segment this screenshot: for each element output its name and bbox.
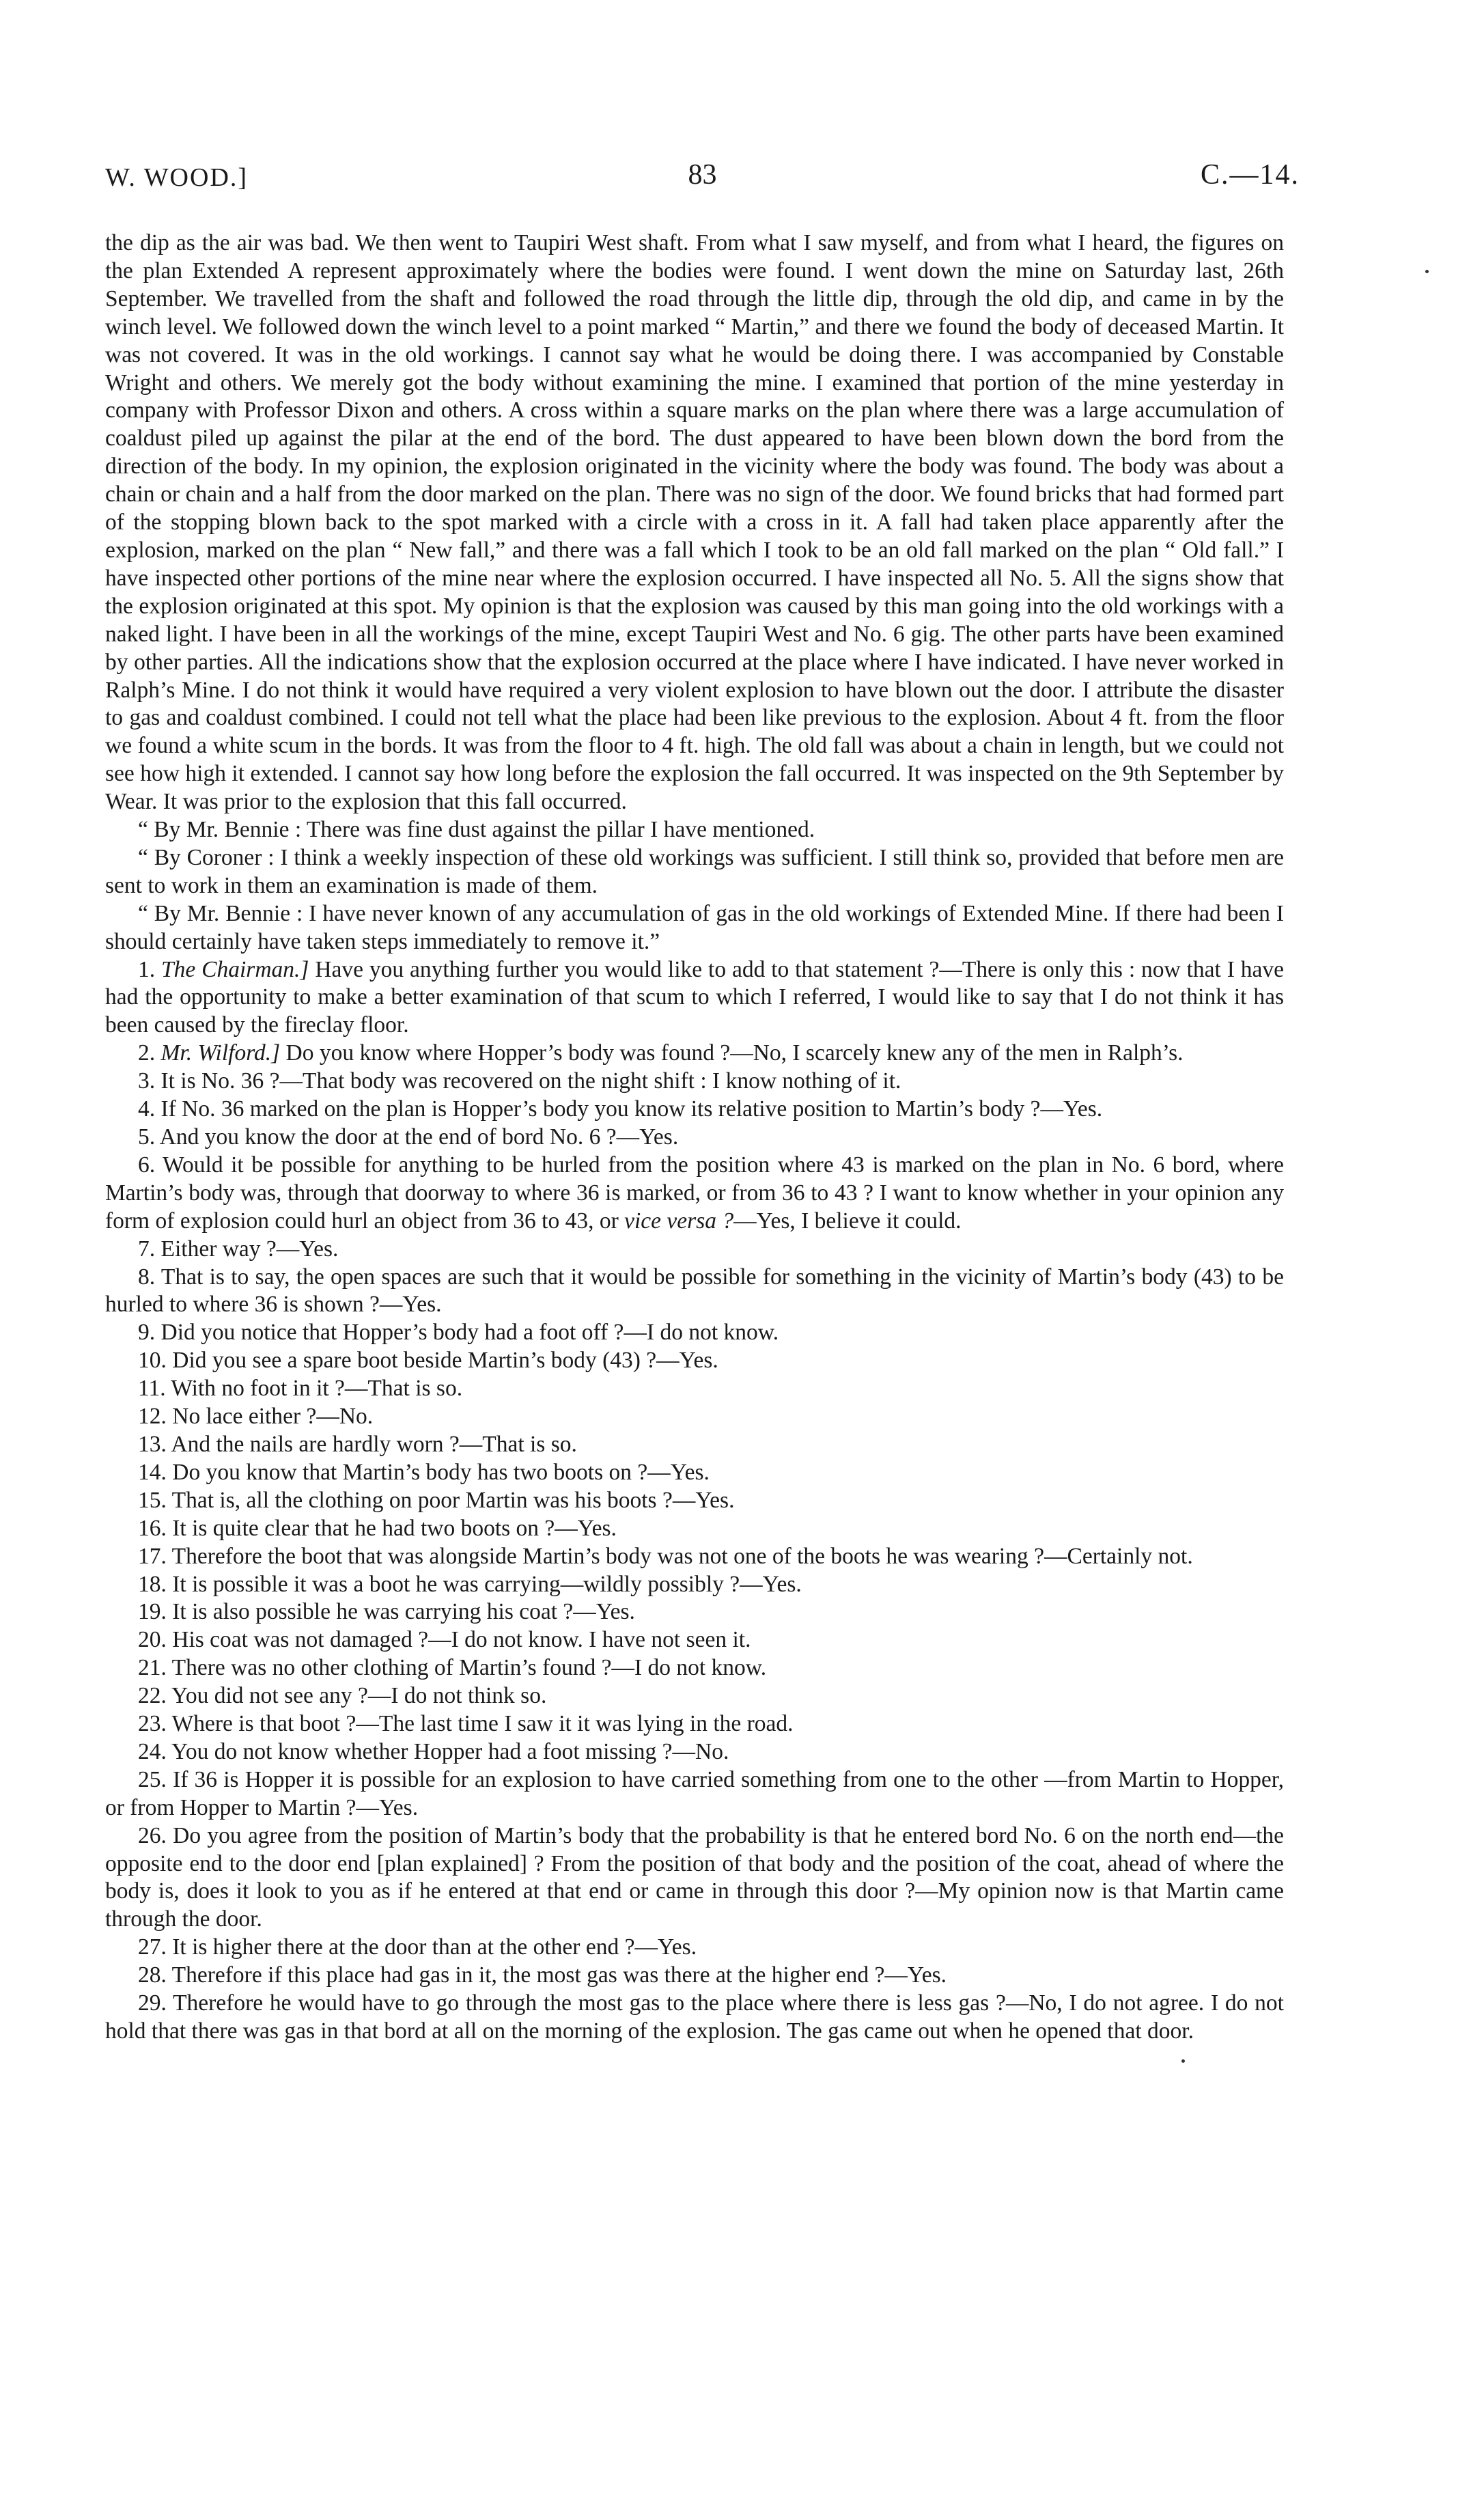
question-text: Therefore if this place had gas in it, the most gas was there at the higher end ?—Yes. [171,1962,947,1988]
question-text: And the nails are hardly worn ?—That is so. [171,1431,577,1457]
document-reference: C.—14. [1200,159,1300,191]
speck-mark [1425,270,1429,273]
question-26 [105,1822,1284,1934]
question-text: There was no other clothing of Martin’s found ?—I do not know. [171,1655,767,1681]
question-20 [105,1626,1284,1654]
question-text: That is to say, the open spaces are such that it would be possible for something in the vicinity of Martin’s body (43) to be hurled to where 36 is shown ?—Yes. [105,1264,1284,1318]
question-27 [105,1934,1284,1962]
header-witness-name: W. WOOD.] [105,163,249,192]
question-text: It is quite clear that he had two boots on ?—Yes. [172,1515,617,1541]
question-9 [105,1319,1284,1347]
question-answer-list [105,956,1284,2046]
question-15 [105,1487,1284,1515]
question-number: 17. [138,1543,172,1569]
question-29 [105,1990,1284,2046]
question-number: 15. [138,1487,172,1513]
speck-mark [1181,2059,1185,2063]
question-21 [105,1654,1284,1682]
evidence-paragraph: “ By Mr. Bennie : I have never known of any accumulation of gas in the old workings of Extended Mine. If there had been I should certainly have taken steps immediately to remove it.” [105,900,1284,954]
question-number: 10. [138,1348,173,1374]
question-text: Have you anything further you would like to add to that statement ?—There is only this : now that I have had the opportunity to make a better examination of that scum to which I referred, I would like to say that I do not think it has been caused by the fireclay floor. [105,956,1285,1038]
question-number: 29. [138,1990,173,2016]
question-number: 9. [138,1320,161,1346]
question-10 [105,1347,1284,1375]
question-number: 20. [138,1627,173,1653]
running-header [105,158,1300,199]
question-text: Therefore he would have to go through the most gas to the place where there is less gas ?—No, I do not agree. I do not hold that there was gas in that bord at all on the morning of the explosion. The gas came out when he opened that door. [105,1990,1284,2044]
evidence-paragraph: “ By Mr. Bennie : There was fine dust against the pillar I have mentioned. [138,817,815,843]
question-number: 23. [138,1711,172,1737]
question-6 [105,1152,1284,1236]
question-text: It is No. 36 ?—That body was recovered on the night shift : I know nothing of it. [160,1068,901,1094]
question-text: It is also possible he was carrying his coat ?—Yes. [172,1599,635,1625]
question-text: Therefore the boot that was alongside Martin’s body was not one of the boots he was wearing ?—Certainly not. [171,1543,1193,1569]
question-4 [105,1096,1284,1124]
question-number: 5. [138,1124,160,1150]
question-number: 12. [138,1404,173,1430]
question-number: 11. [138,1376,171,1402]
questioner: Mr. Wilford.] [160,1040,281,1066]
question-number: 24. [138,1738,172,1764]
question-text: Did you notice that Hopper’s body had a foot off ?—I do not know. [160,1320,779,1346]
answer-text: —Yes, I believe it could. [733,1208,962,1234]
question-text: That is, all the clothing on poor Martin was his boots ?—Yes. [171,1487,735,1513]
question-8 [105,1264,1284,1320]
question-text: With no foot in it ?—That is so. [171,1376,463,1402]
question-11 [105,1375,1284,1403]
page-number: 83 [688,159,717,191]
italic-phrase: vice versa ? [624,1208,734,1234]
question-number: 14. [138,1459,173,1485]
evidence-paragraph: the dip as the air was bad. We then went to Taupiri West shaft. From what I saw myself, and from what I heard, the figures on the plan Extended A represent approximately where the bodies were found. I went down the mine on Saturday last, 26th September. We travelled from the shaft and followed the road through the little dip, through the old dip, and came in by the winch level. We followed down the winch level to a point marked “ Martin,” and there we found the body of deceased Martin. It was not covered. It was in the old workings. I cannot say what he would be doing there. I was accompanied by Constable Wright and others. We merely got the body without examining the mine. I examined that portion of the mine yesterday in company with Professor Dixon and others. A cross within a square marks on the plan where there was a large accumulation of coaldust piled up against the pilar at the end of the bord. The dust appeared to have been blown down the bord from the direction of the body. In my opinion, the explosion originated in the vicinity where the body was found. The body was about a chain or chain and a half from the door marked on the plan. There was no sign of the door. We found bricks that had formed part of the stopping blown back to the spot marked with a circle with a cross in it. A fall had taken place apparently after the explosion, marked on the plan “ New fall,” and there was a fall which I took to be an old fall marked on the plan “ Old fall.” I have inspected other portions of the mine near where the explosion occurred. I have inspected all No. 5. All the signs show that the explosion originated at this spot. My opinion is that the explosion was caused by this man going into the old workings with a naked light. I have been in all the workings of the mine, except Taupiri West and No. 6 gig. The other parts have been examined by other parties. All the indications show that the explosion occurred at the place where I have indicated. I have never worked in Ralph’s Mine. I do not think it would have required a very violent explosion to have blown out the door. I attribute the disaster to gas and coaldust combined. I could not tell what the place had been like previous to the explosion. About 4 ft. from the floor we found a white scum in the bords. It was from the floor to 4 ft. high. The old fall was about a chain in length, but we could not see how high it extended. I cannot say how long before the explosion the fall occurred. It was inspected on the 9th September by Wear. It was prior to the explosion that this fall occurred. [105,230,1284,815]
question-text: His coat was not damaged ?—I do not know. I have not seen it. [172,1627,751,1653]
question-text: It is possible it was a boot he was carrying—wildly possibly ?—Yes. [172,1571,802,1597]
question-text: If No. 36 marked on the plan is Hopper’s body you know its relative position to Martin’s body ?—Yes. [160,1096,1103,1122]
question-2 [105,1040,1284,1068]
question-1 [105,956,1284,1040]
question-3 [105,1068,1284,1096]
question-number: 21. [138,1655,172,1681]
question-16 [105,1515,1284,1543]
question-text: Do you know that Martin’s body has two boots on ?—Yes. [172,1459,710,1485]
question-19 [105,1598,1284,1626]
question-number: 22. [138,1683,172,1709]
question-number: 1. [138,956,162,982]
question-13 [105,1431,1284,1459]
question-number: 16. [138,1515,173,1541]
question-number: 26. [138,1822,173,1848]
question-text: You do not know whether Hopper had a foot missing ?—No. [171,1738,729,1764]
question-25 [105,1766,1284,1822]
question-number: 7. [138,1236,161,1262]
question-22 [105,1682,1284,1710]
question-17 [105,1543,1284,1571]
question-text: Either way ?—Yes. [160,1236,339,1262]
question-text: You did not see any ?—I do not think so. [171,1683,547,1709]
question-number: 2. [138,1040,161,1066]
question-5 [105,1124,1284,1152]
question-number: 4. [138,1096,161,1122]
question-number: 18. [138,1571,173,1597]
question-text: Do you know where Hopper’s body was found ?—No, I scarcely knew any of the men in Ralph’s. [280,1040,1184,1066]
question-28 [105,1962,1284,1990]
question-text: Did you see a spare boot beside Martin’s body (43) ?—Yes. [172,1348,718,1374]
question-text: Do you agree from the position of Martin’s body that the probability is that he entered bord No. 6 on the north end—the opposite end to the door end [plan explained] ? From the position of that body and the position of the coat, ahead of where the body is, does it look to you as if he entered at that end or came in through this door ?—My opinion now is that Martin came through the door. [105,1822,1284,1932]
question-number: 6. [138,1152,163,1178]
question-24 [105,1738,1284,1766]
question-23 [105,1710,1284,1738]
question-number: 25. [138,1766,173,1792]
question-text: No lace either ?—No. [172,1404,374,1430]
question-text: Where is that boot ?—The last time I saw it it was lying in the road. [171,1711,794,1737]
question-number: 28. [138,1962,172,1988]
question-number: 27. [138,1934,173,1960]
question-number: 8. [138,1264,161,1290]
question-14 [105,1459,1284,1487]
question-text: And you know the door at the end of bord No. 6 ?—Yes. [159,1124,679,1150]
question-number: 13. [138,1431,171,1457]
question-18 [105,1571,1284,1599]
question-number: 3. [138,1068,161,1094]
question-12 [105,1403,1284,1431]
body-text [105,230,1284,2046]
question-text: If 36 is Hopper it is possible for an explosion to have carried something from one to the other —from Martin to Hopper, or from Hopper to Martin ?—Yes. [105,1766,1284,1820]
question-7 [105,1236,1284,1264]
question-number: 19. [138,1599,173,1625]
questioner: The Chairman.] [161,956,309,982]
evidence-paragraph: “ By Coroner : I think a weekly inspection of these old workings was sufficient. I still think so, provided that before men are sent to work in them an examination is made of them. [105,844,1284,898]
question-text: It is higher there at the door than at the other end ?—Yes. [172,1934,697,1960]
question-text: Would it be possible for anything to be hurled from the position where 43 is marked on the plan in No. 6 bord, where Martin’s body was, through that doorway to where 36 is marked, or from 36 to 43 ? I want to know whether in your opinion any form of explosion could hurl an object from 36 to 43, or [105,1152,1284,1234]
